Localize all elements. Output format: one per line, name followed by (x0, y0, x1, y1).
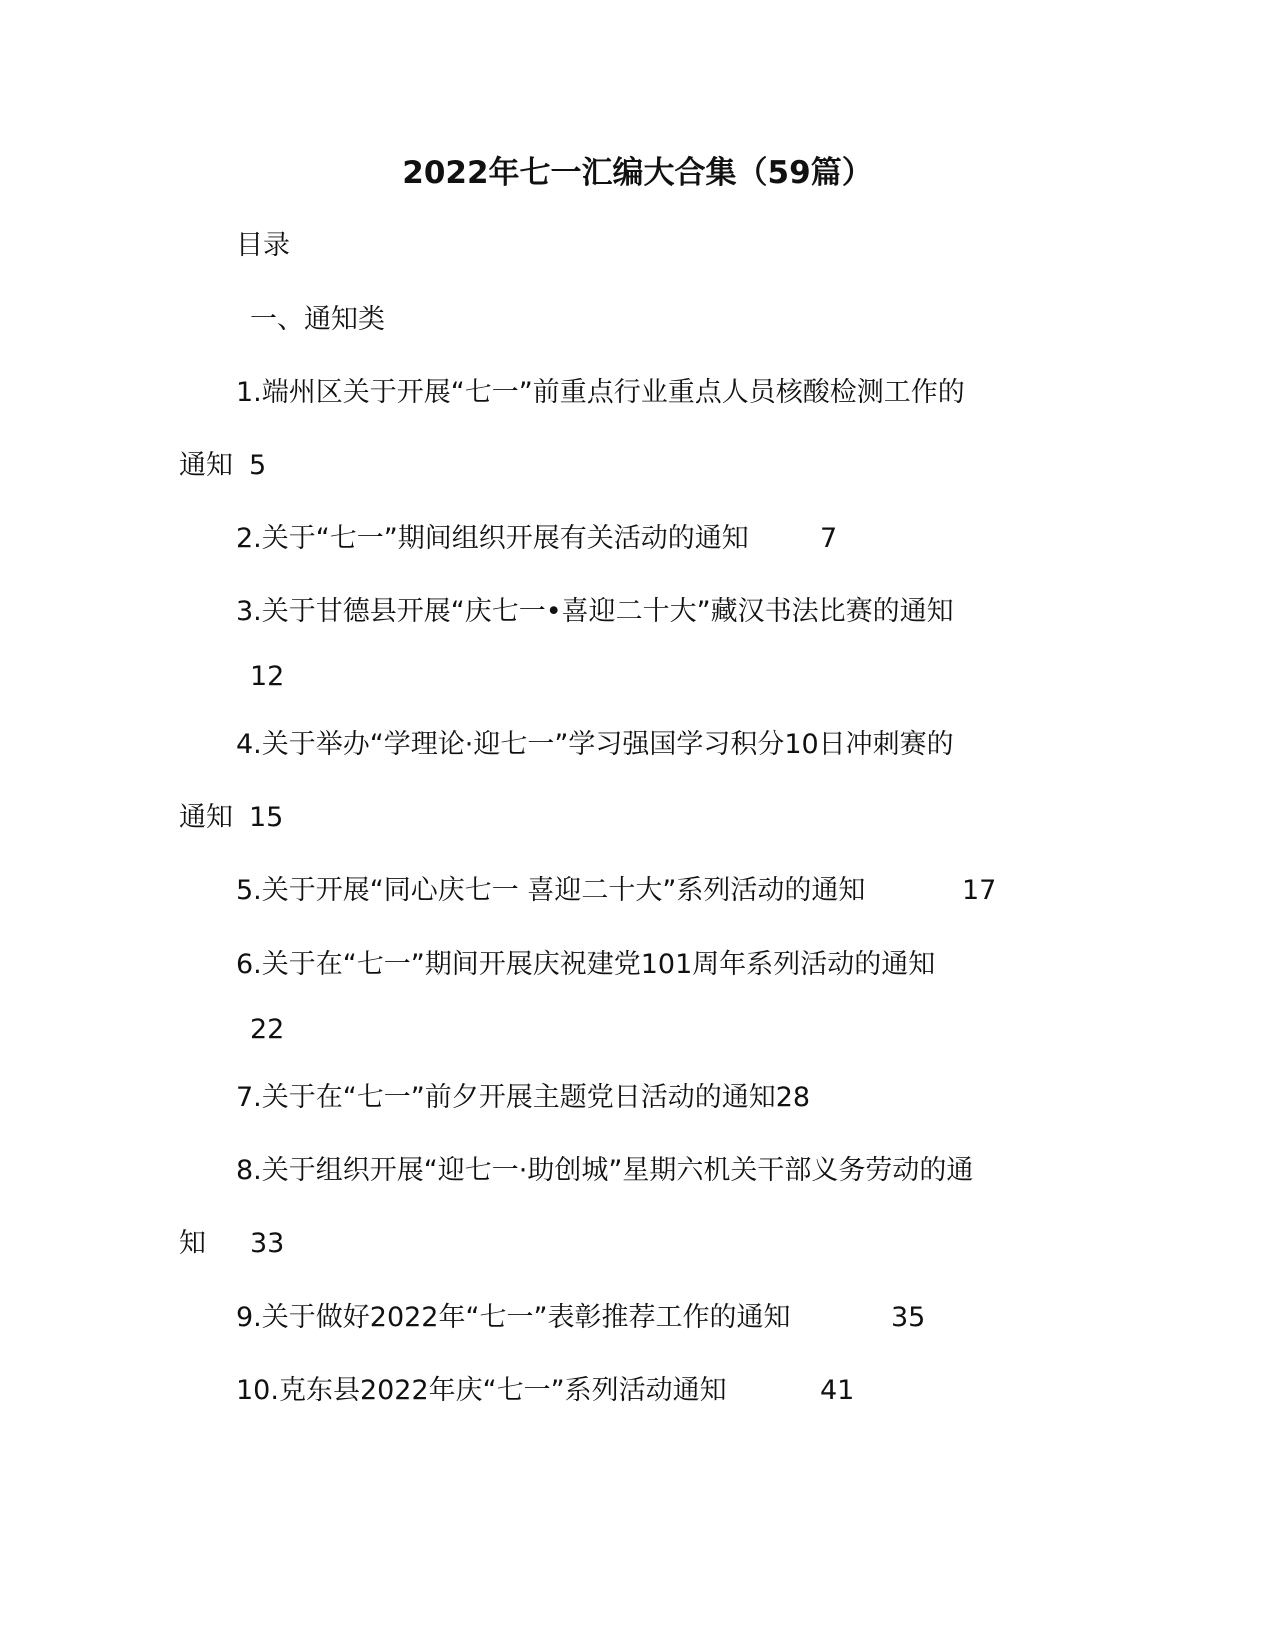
toc-entry-5-text: 5.关于开展“同心庆七一 喜迎二十大”系列活动的通知 (236, 875, 866, 906)
toc-entry-8-text-line2: 知 (179, 1228, 206, 1259)
toc-entry-1-text: 1.端州区关于开展“七一”前重点行业重点人员核酸检测工作的 (236, 377, 965, 408)
toc-entry-8-continuation (179, 1226, 284, 1262)
toc-entry-1-text-line2: 通知 (179, 450, 233, 481)
toc-entry-4-text: 4.关于举办“学理论·迎七一”学习强国学习积分10日冲刺赛的 (236, 729, 954, 760)
toc-entry-7-title: 7.关于在“七一”前夕开展主题党日活动的通知 (236, 1082, 776, 1113)
section-heading-notices: 一、通知类 (250, 304, 385, 335)
toc-entry-1-continuation (179, 448, 266, 484)
toc-entry-8-page: 33 (250, 1228, 285, 1259)
toc-entry-3-page: 12 (250, 661, 285, 692)
toc-entry-3-text: 3.关于甘德县开展“庆七一•喜迎二十大”藏汉书法比赛的通知 (236, 596, 954, 627)
toc-entry-4-page: 15 (249, 802, 284, 833)
toc-entry-10-page: 41 (820, 1375, 855, 1406)
toc-entry-9-text: 9.关于做好2022年“七一”表彰推荐工作的通知 (236, 1302, 791, 1333)
toc-heading: 目录 (236, 230, 290, 261)
toc-entry-2-text: 2.关于“七一”期间组织开展有关活动的通知 (236, 523, 749, 554)
document-title: 2022年七一汇编大合集（59篇） (402, 155, 873, 191)
toc-entry-2-page: 7 (820, 523, 838, 554)
toc-entry-9-page: 35 (891, 1302, 926, 1333)
toc-entry-7-page: 28 (775, 1082, 811, 1113)
toc-entry-6-text: 6.关于在“七一”期间开展庆祝建党101周年系列活动的通知 (236, 949, 936, 980)
toc-entry-5-page: 17 (962, 875, 997, 906)
toc-entry-4-text-line2: 通知 (179, 802, 233, 833)
toc-entry-6-page: 22 (250, 1014, 285, 1045)
toc-entry-8-text: 8.关于组织开展“迎七一·助创城”星期六机关干部义务劳动的通 (236, 1155, 974, 1186)
toc-entry-1-page: 5 (249, 450, 267, 481)
toc-entry-10-text: 10.克东县2022年庆“七一”系列活动通知 (236, 1375, 727, 1406)
toc-entry-7-text (236, 1080, 810, 1116)
toc-entry-4-continuation (179, 800, 283, 836)
